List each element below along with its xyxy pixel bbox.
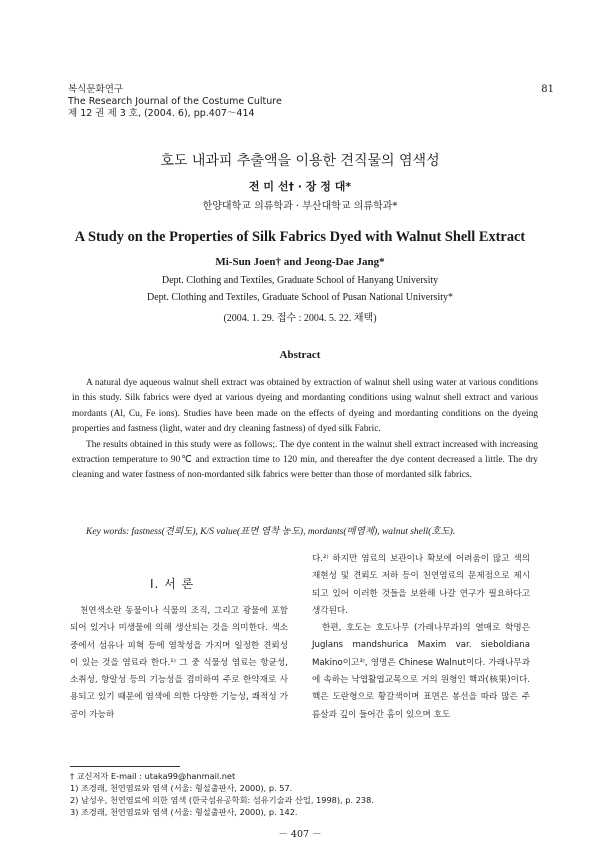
authors-en: Mi-Sun Joen† and Jeong-Dae Jang* xyxy=(215,256,385,268)
left-column xyxy=(70,603,288,724)
page-number-top: 81 xyxy=(541,84,554,95)
abstract-paragraph-2: The results obtained in this study were as follows;. The dye content in the walnut shell extract increased with increasing extraction temperature to 90℃ and extraction time to 120 min, and thereafter the dye content decreased a little. The dry cleaning and water fastness of non-mordanted silk fabrics were better than those of mordanted silk fabrics. xyxy=(72,439,538,481)
title-kr: 호도 내과피 추출액을 이용한 견직물의 염색성 xyxy=(160,153,440,169)
footnote-1: 1) 조경래, 천연염료와 염색 (서울: 형설출판사, 2000), p. 57. xyxy=(70,783,293,793)
affiliation-kr: 한양대학교 의류학과 · 부산대학교 의류학과* xyxy=(202,201,398,212)
affiliation-en-1: Dept. Clothing and Textiles, Graduate School of Hanyang University xyxy=(161,275,439,286)
abstract-body xyxy=(72,376,538,484)
title-en: A Study on the Properties of Silk Fabrics Dyed with Walnut Shell Extract xyxy=(74,229,526,245)
right-column-paragraph-2: 한편, 호도는 호도나무 (가래나무과)의 열매로 학명은 Juglans mandshurica Maxim var. sieboldiana Makino이고³⁾, 영명은 Chinese Walnut이다. 가래나무과에 속하는 낙엽활엽교목으로 거의 원형인 핵과(核果)이다. 핵은 도란형으로 황갈색이며 표면은 봉선을 따라 많은 주름살과 깊이 들어간 홈이 있으며 호도 xyxy=(312,623,530,720)
abstract-heading: Abstract xyxy=(279,349,321,361)
footnote-2: 2) 남성우, 천연염료에 의한 염색 (한국섬유공학회: 섬유기술과 산업, 1998), p. 238. xyxy=(70,795,374,805)
footnote-3: 3) 조경래, 천연염료와 염색 (서울: 형설출판사, 2000), p. 142. xyxy=(70,807,298,817)
section-title-introduction: Ⅰ. 서 론 xyxy=(150,577,195,591)
received-accepted-dates: (2004. 1. 29. 접수 : 2004. 5. 22. 채택) xyxy=(223,313,377,324)
affiliation-en-2: Dept. Clothing and Textiles, Graduate School of Pusan National University* xyxy=(146,292,453,303)
footnote-author: † 교신저자 E-mail : utaka99@hanmail.net xyxy=(70,771,236,781)
right-column-paragraph-1: 다.²⁾ 하지만 염료의 보관이나 확보에 어려움이 많고 색의 재현성 및 견뢰도 저하 등이 천연염료의 문제점으로 제시되고 있어 이러한 것들을 보완해 나갈 연구가 필요하다고 생각된다. xyxy=(312,554,530,616)
left-column-paragraph: 천연색소란 동물이나 식물의 조직, 그리고 광물에 포함되어 있거나 미생물에 의해 생산되는 것을 의미한다. 색소 중에서 섬유나 피혁 등에 염착성을 가지며 일정한 견뢰성이 있는 것을 염료라 한다.¹⁾ 그 중 식물성 염료는 항균성, 소취성, 항알성 등의 기능성을 겸비하여 주로 한약재로 사용되고 있기 때문에 염색에 의한 다양한 기능성, 쾌적성 가공이 가능하 xyxy=(70,606,288,720)
footnote-divider xyxy=(70,766,180,767)
right-column xyxy=(312,551,530,724)
journal-volume: 제 12 권 제 3 호, (2004. 6), pp.407～414 xyxy=(68,108,255,119)
abstract-paragraph-1: A natural dye aqueous walnut shell extract was obtained by extraction of walnut shell using water at various conditions in this study. Silk fabrics were dyed at various dyeing and mordanting conditions using walnut shell extract and various mordants (Al, Cu, Fe ions). Studies have been made on the effects of dyeing and mordanting conditions on the dyeing properties and fastness (light, water and dry cleaning fastness) of dyed silk Fabric. xyxy=(72,378,538,435)
page-number-bottom: － 407 － xyxy=(278,829,322,840)
authors-kr: 전 미 선† · 장 정 대* xyxy=(248,180,352,193)
journal-name-kr: 복식문화연구 xyxy=(68,84,124,95)
keywords: Key words: fastness(견뢰도), K/S value(표면 염착 농도), mordants(매염제), walnut shell(호도). xyxy=(86,527,456,537)
journal-header xyxy=(68,84,282,120)
journal-name-en: The Research Journal of the Costume Culture xyxy=(68,96,282,107)
